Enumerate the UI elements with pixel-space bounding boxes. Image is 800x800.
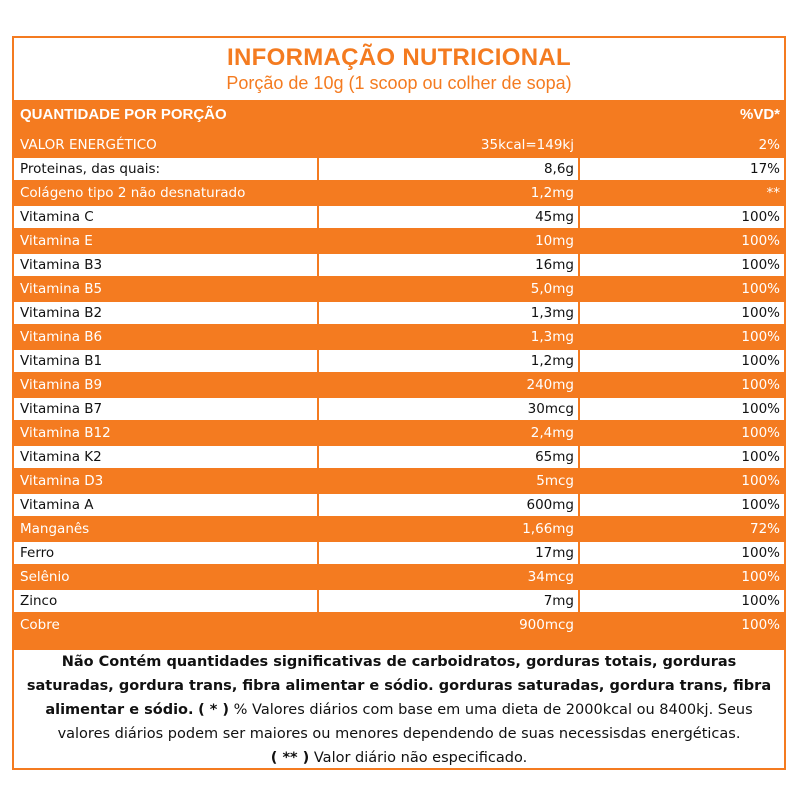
- nutrient-name: VALOR ENERGÉTICO: [14, 134, 317, 156]
- nutrient-amount: 1,2mg: [319, 350, 578, 372]
- nutrient-name: Vitamina E: [14, 230, 317, 252]
- table-row: [12, 422, 786, 444]
- nutrient-amount: 1,2mg: [319, 182, 578, 204]
- nutrient-amount: 30mcg: [319, 398, 578, 420]
- nutrient-vd: 100%: [580, 350, 784, 372]
- nutrient-vd: 100%: [580, 614, 784, 636]
- nutrition-facts-panel: [12, 36, 786, 770]
- nutrient-name: Vitamina B1: [14, 350, 317, 372]
- nutrient-name: Vitamina B2: [14, 302, 317, 324]
- nutrient-vd: 100%: [580, 254, 784, 276]
- table-row: [12, 446, 786, 468]
- table-row: [12, 374, 786, 396]
- nutrient-amount: 65mg: [319, 446, 578, 468]
- nutrient-amount: 1,66mg: [319, 518, 578, 540]
- nutrient-name: Vitamina B12: [14, 422, 317, 444]
- nutrient-amount: 7mg: [319, 590, 578, 612]
- nutrient-vd: 100%: [580, 278, 784, 300]
- nutrient-vd: 100%: [580, 566, 784, 588]
- table-row: [12, 326, 786, 348]
- nutrient-name: Manganês: [14, 518, 317, 540]
- table-row: [12, 614, 786, 636]
- nutrient-rows: [12, 134, 786, 638]
- column-header-row: [12, 104, 786, 126]
- nutrient-name: Vitamina A: [14, 494, 317, 516]
- nutrient-amount: 45mg: [319, 206, 578, 228]
- footnote-not-contained: Não Contém quantidades significativas de carboidratos, gorduras totais, gorduras saturadas, gordura trans, fibra alimentar e sódio. gorduras saturadas, gordura trans, fibra alimentar e sódio.: [26, 654, 772, 718]
- table-row: [12, 206, 786, 228]
- nutrient-amount: 35kcal=149kj: [319, 134, 578, 156]
- nutrient-vd: 17%: [580, 158, 784, 180]
- nutrient-vd: 2%: [580, 134, 784, 156]
- nutrient-amount: 8,6g: [319, 158, 578, 180]
- table-row: [12, 494, 786, 516]
- nutrient-amount: 900mcg: [319, 614, 578, 636]
- nutrient-name: Ferro: [14, 542, 317, 564]
- nutrient-name: Colágeno tipo 2 não desnaturado: [14, 182, 317, 204]
- nutrient-name: Vitamina K2: [14, 446, 317, 468]
- nutrient-vd: 100%: [580, 494, 784, 516]
- nutrient-vd: 100%: [580, 206, 784, 228]
- nutrient-vd: 100%: [580, 446, 784, 468]
- nutrient-amount: 5mcg: [319, 470, 578, 492]
- nutrient-name: Vitamina B7: [14, 398, 317, 420]
- nutrient-amount: 34mcg: [319, 566, 578, 588]
- table-row: [12, 230, 786, 252]
- footnotes: [12, 648, 786, 770]
- table-row: [12, 302, 786, 324]
- nutrient-amount: 1,3mg: [319, 326, 578, 348]
- nutrient-vd: 100%: [580, 542, 784, 564]
- table-row: [12, 590, 786, 612]
- table-row: [12, 470, 786, 492]
- table-row: [12, 134, 786, 156]
- nutrient-name: Cobre: [14, 614, 317, 636]
- nutrient-name: Vitamina B6: [14, 326, 317, 348]
- table-row: [12, 158, 786, 180]
- nutrient-amount: 10mg: [319, 230, 578, 252]
- footnote-mark-vd: ( * ): [198, 702, 230, 718]
- nutrient-amount: 2,4mg: [319, 422, 578, 444]
- nutrient-name: Vitamina B3: [14, 254, 317, 276]
- nutrient-name: Vitamina B5: [14, 278, 317, 300]
- table-row: [12, 518, 786, 540]
- nutrient-vd: 72%: [580, 518, 784, 540]
- table-row: [12, 542, 786, 564]
- nutrient-name: Selênio: [14, 566, 317, 588]
- nutrient-vd: 100%: [580, 374, 784, 396]
- nutrient-vd: 100%: [580, 326, 784, 348]
- footnote-vd-text: % Valores diários com base em uma dieta de 2000kcal ou 8400kj. Seus valores diários podem ser maiores ou menores dependendo de suas necessisdas energéticas.: [57, 702, 753, 742]
- table-row: [12, 350, 786, 372]
- column-header-vd: %VD*: [739, 106, 780, 123]
- nutrient-name: Vitamina D3: [14, 470, 317, 492]
- nutrient-vd: 100%: [580, 422, 784, 444]
- nutrient-amount: 600mg: [319, 494, 578, 516]
- nutrient-vd: 100%: [580, 398, 784, 420]
- table-row: [12, 278, 786, 300]
- table-row: [12, 182, 786, 204]
- footnote-unspecified-text: Valor diário não especificado.: [309, 750, 528, 766]
- table-header: [12, 36, 786, 102]
- nutrient-amount: 1,3mg: [319, 302, 578, 324]
- table-row: [12, 254, 786, 276]
- footnote-mark-unspecified: ( ** ): [270, 750, 310, 766]
- nutrient-name: Zinco: [14, 590, 317, 612]
- nutrient-name: Proteinas, das quais:: [14, 158, 317, 180]
- table-row: [12, 566, 786, 588]
- nutrient-vd: 100%: [580, 230, 784, 252]
- nutrient-name: Vitamina B9: [14, 374, 317, 396]
- column-header-quantity: QUANTIDADE POR PORÇÃO: [20, 106, 227, 123]
- nutrient-amount: 5,0mg: [319, 278, 578, 300]
- table-row: [12, 398, 786, 420]
- nutrient-amount: 16mg: [319, 254, 578, 276]
- nutrient-vd: 100%: [580, 590, 784, 612]
- nutrient-vd: 100%: [580, 302, 784, 324]
- nutrient-vd: 100%: [580, 470, 784, 492]
- nutrient-amount: 17mg: [319, 542, 578, 564]
- serving-size: Porção de 10g (1 scoop ou colher de sopa): [226, 73, 572, 93]
- nutrient-vd: **: [580, 182, 784, 204]
- page-title: INFORMAÇÃO NUTRICIONAL: [227, 44, 571, 71]
- nutrient-amount: 240mg: [319, 374, 578, 396]
- nutrient-name: Vitamina C: [14, 206, 317, 228]
